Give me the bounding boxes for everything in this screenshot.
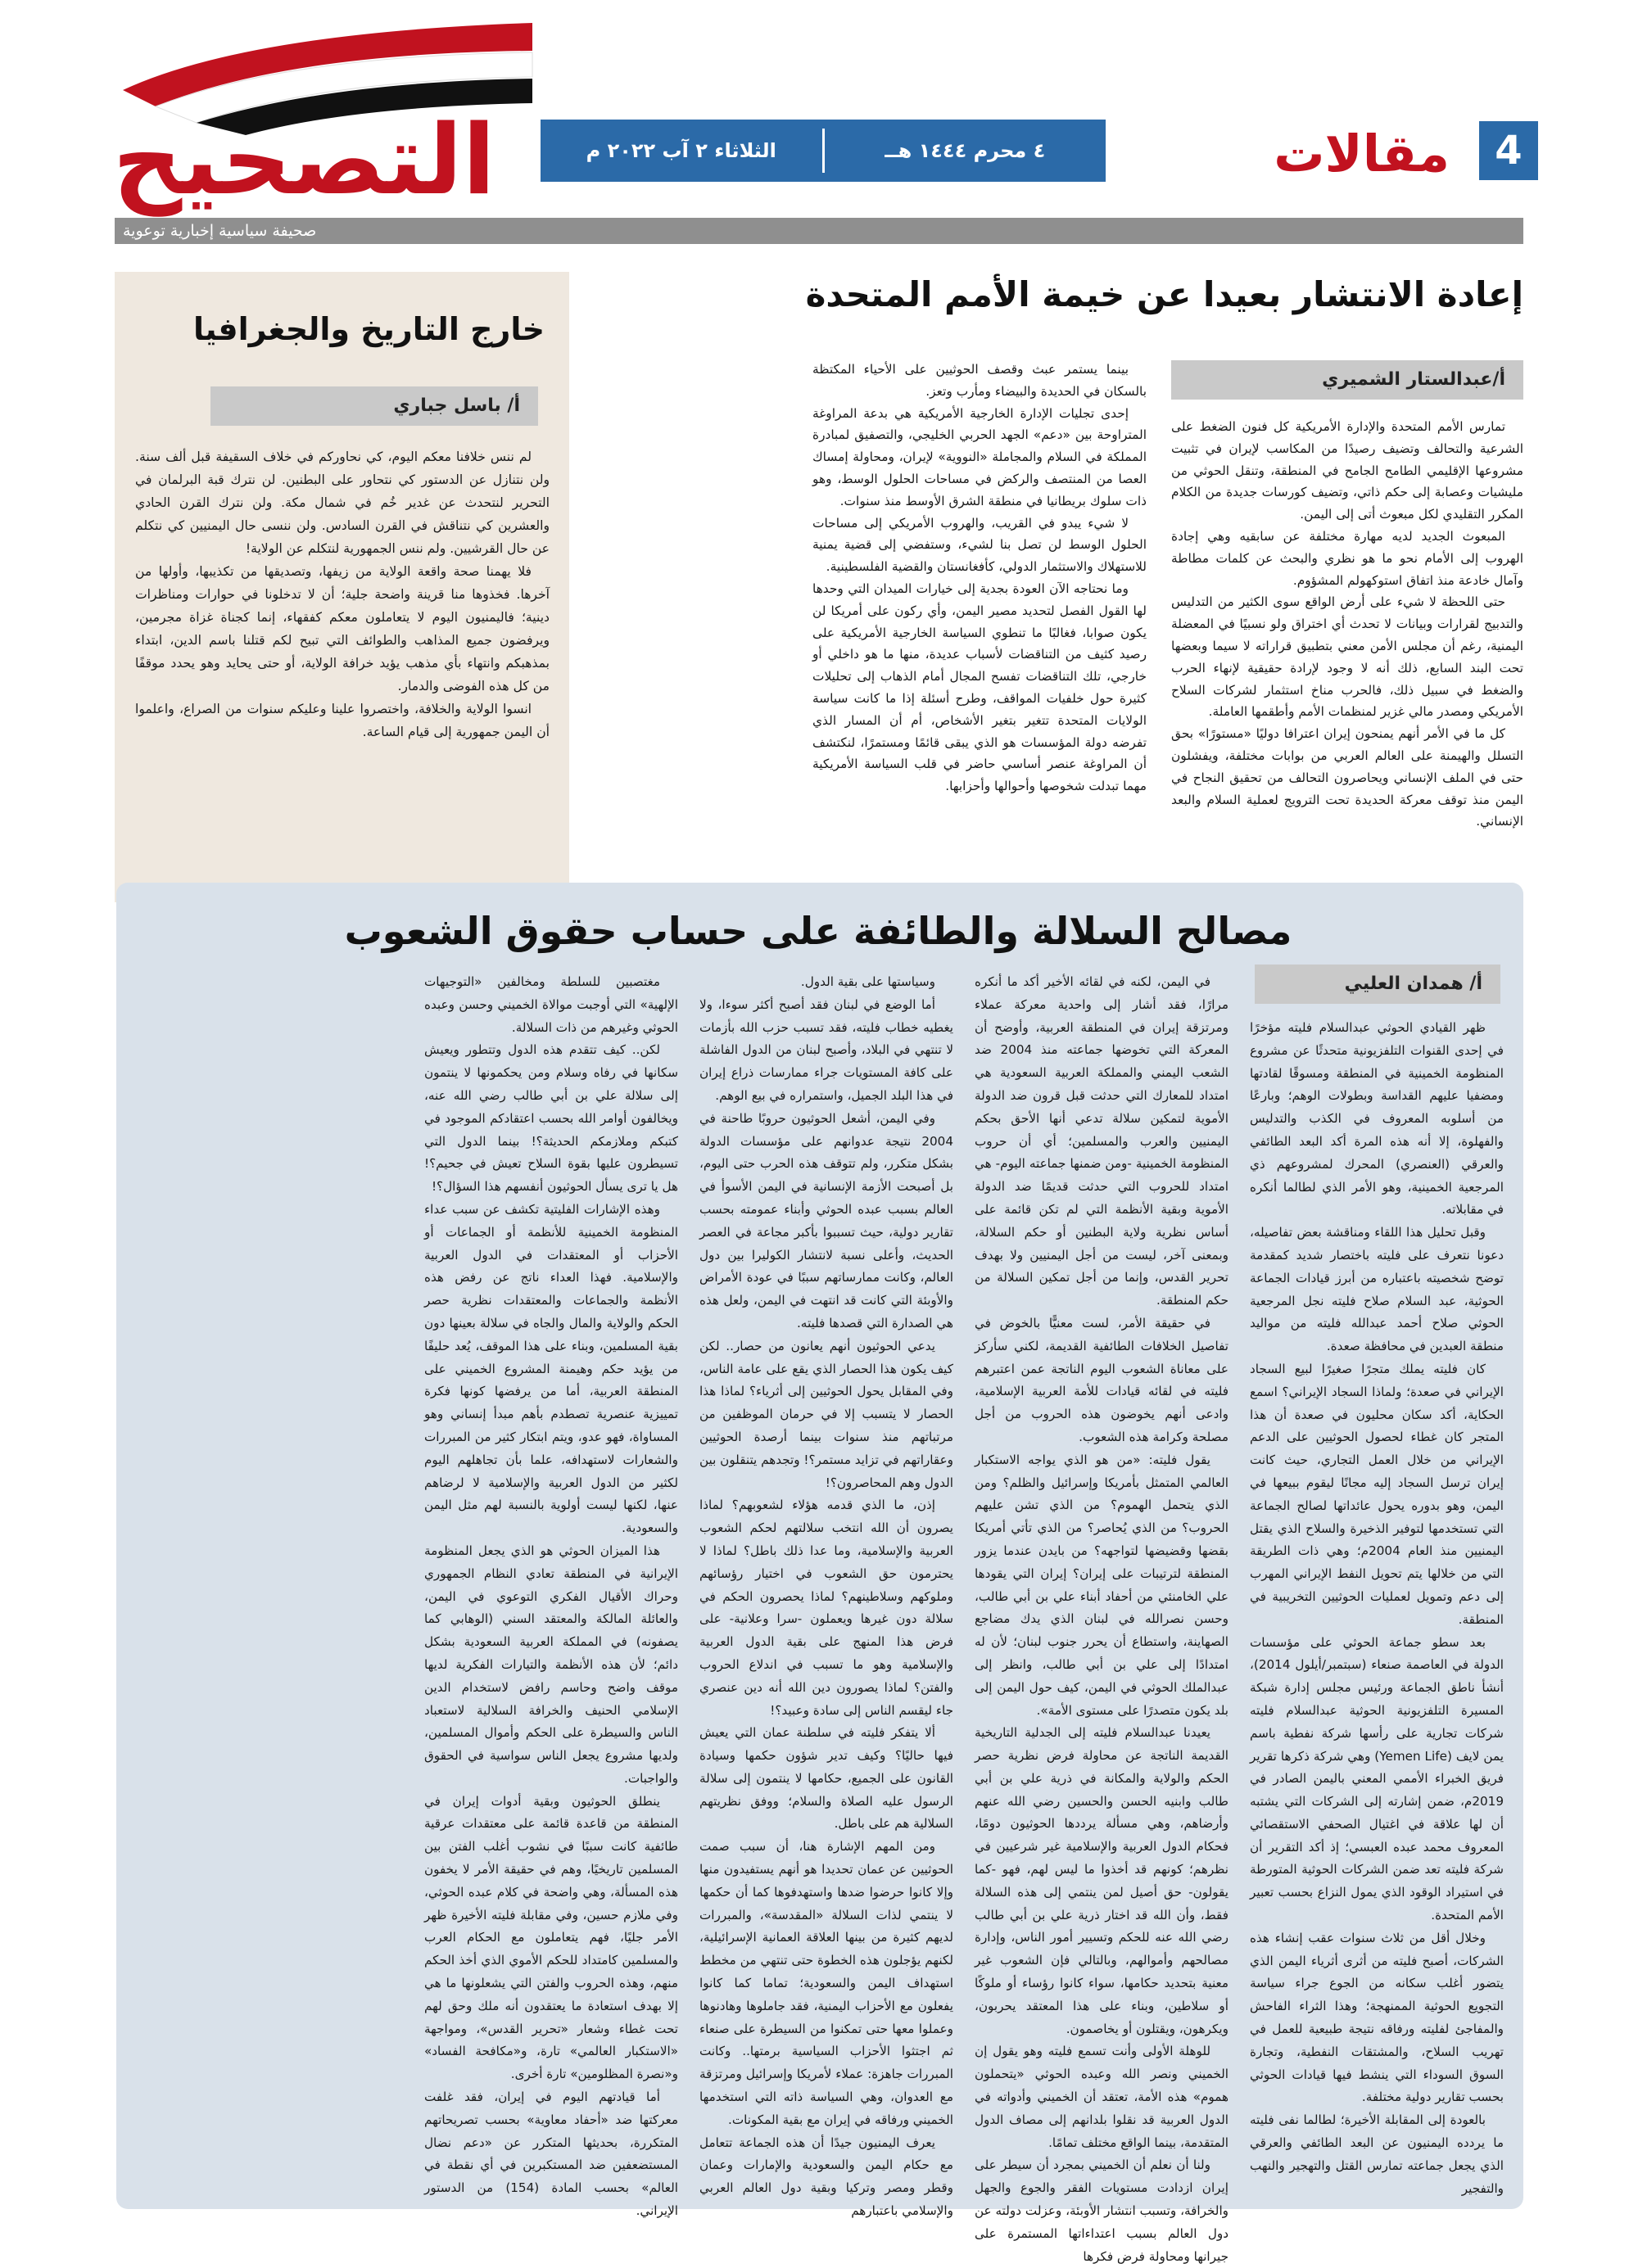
paragraph: إحدى تجليات الإدارة الخارجية الأمريكية هي بدعة المراوغة المتراوحة بين «دعم» الجهد الحربي الخليجي، والتصفيق لمبادرة المملكة في السلام والمجاملة «النووية» لإيران، ومحاولة إمساك العصا من المنتصف والركض في مساحات الحلول الوسط، وهو ذات سلوك بريطانيا في منطقة الشرق الأوسط منذ سنوات. (812, 405, 1147, 508)
paragraph: المبعوث الجديد لديه مهارة مختلفة عن سابقيه وهي إجادة الهروب إلى الأمام نحو ما هو نظري والبحث عن كلمات مطاطة وآمال خادعة منذ اتفاق استوكهولم المشؤوم. (1171, 528, 1523, 588)
paragraph: وخلال أقل من ثلاث سنوات عقب إنشاء هذه الشركات، أصبح فليته من أثرى أثرياء اليمن الذي يتضور أغلب سكانه من الجوع جراء سياسة التجويع الحوثية الممنهجة؛ وهذا الثراء الفاحش والمفاجئ لفليته ورفاقه نتيجة طبيعية للعمل في تهريب السلاح، والمشتقات النفطية، وتجارة السوق السوداء التي ينشط فيها قيادات الحوثي بحسب تقارير دولية مختلفة. (1250, 1930, 1504, 2105)
paragraph: وسياستها على بقية الدول. (800, 974, 935, 989)
paragraph: هذا الميزان الحوثي هو الذي يجعل المنظومة الإيرانية في المنطقة تعادي النظام الجمهوري وحراك الأقيال الفكري التوعوي في اليمن، والعائلة المالكة والمعتقد السني (الوهابي كما يصفونه) في المملكة العربية السعودية بشكل دائم؛ لأن هذه الأنظمة والتيارات الفكرية لديها موقف واضح وحاسم رافض لاستخدام الدين الإسلامي الحنيف والخرافة السلالية لاستعباد الناس والسيطرة على الحكم وأموال المسلمين، ولديها مشروع يجعل الناس سواسية في الحقوق والواجبات. (424, 1543, 678, 1786)
sidebar-article-box (115, 272, 569, 902)
tagline: صحيفة سياسية إخبارية توعوية (123, 222, 317, 240)
article1-column-right (1171, 416, 1523, 907)
article1-headline: إعادة الانتشار بعيدا عن خيمة الأمم المتحدة (805, 274, 1523, 314)
article1-column-left (812, 359, 1147, 907)
paragraph: تمارس الأمم المتحدة والإدارة الأمريكية كل فنون الضغط على الشرعية والتحالف وتضيف رصيدًا من المكاسب لإيران في تثبيت مشروعها الإقليمي الطامح الجامح في المنطقة، وتنقل الحوثي من مليشيات وعصابة إلى حكم ذاتي، وتضيف كورسات جديدة من الكلام المكرر التقليدي لكل مبعوث أتى إلى اليمن. (1171, 419, 1523, 522)
article2-column-1 (1250, 1017, 1504, 2196)
paragraph: انسوا الولاية والخلافة، واختصروا علينا وعليكم سنوات من الصراع، واعلموا أن اليمن جمهورية إلى قيام الساعة. (135, 702, 550, 739)
page-number: 4 (1479, 121, 1538, 180)
paragraph: لكن.. كيف تتقدم هذه الدول وتتطور ويعيش سكانها في رفاه وسلام ومن يحكمونها لا ينتمون إلى سلالة علي بن أبي طالب رضي الله عنه، ويخالفون أوامر الله بحسب اعتقادكم الموجود في كتبكم وملازمكم الحديثة؟! بينما الدول التي تسيطرون عليها بقوة السلاح تعيش في جحيم؟! هل يا ترى يسأل الحوثيون أنفسهم هذا السؤال؟! (424, 1042, 678, 1195)
paragraph: يعيدنا عبدالسلام فليته إلى الجدلية التاريخية القديمة الناتجة عن محاولة فرض نظرية حصر الحكم والولاية والمكانة في ذرية علي بن أبي طالب وابنيه الحسن والحسين رضي الله عنهم وأرضاهم، وهي مسألة يرددها الحوثيون دومًا، فحكام الدول العربية والإسلامية غير شرعيين في نظرهم؛ كونهم قد أخذوا ما ليس لهم، فهو -كما يقولون- حق أصيل لمن ينتمي إلى هذه السلالة فقط، وأن الله قد اختار ذرية علي بن أبي طالب رضي الله عنه للحكم وتسيير أمور الناس، وإدارة مصالحهم وأموالهم، وبالتالي فإن الشعوب غير معنية بتحديد حكامها، سواء كانوا رؤساء أو ملوكًا أو سلاطين، وبناء على هذا المعتقد يحربون، ويكرهون، ويقتلون أو يخاصمون. (975, 1725, 1228, 2036)
date-band (541, 120, 1106, 182)
paragraph: حتى اللحظة لا شيء على أرض الواقع سوى الكثير من التدليس والتدبيج لقرارات وبيانات لا تحدث أي اختراق ولو نسبيًا في المعضلة اليمنية، رغم أن مجلس الأمن معني بتطبيق قراراته لا سيما وبعضها تحت البند السابع، ذلك أنه لا وجود لإرادة حقيقية لإنهاء الحرب والضغط في سبيل ذلك، فالحرب مناخ استثمار لشركات السلاح الأمريكي ومصدر مالي غزير لمنظمات الأمم وأطقمها العاملة. (1171, 594, 1523, 720)
paragraph: إذن، ما الذي قدمه هؤلاء لشعوبهم؟ لماذا يصرون أن الله انتخب سلالتهم لحكم الشعوب العربية والإسلامية، وما عدا ذلك باطل؟ لماذا لا يحترمون حق الشعوب في اختيار رؤسائهم وملوكهم وسلاطينهم؟ لماذا يحصرون الحكم في سلالة دون غيرها ويعملون -سرا وعلانية- على فرض هذا المنهج على بقية الدول العربية والإسلامية وهو ما تسبب في اندلاع الحروب والفتن؟ لماذا يصورون دين الله أنه دين عنصري جاء ليقسم الناس إلى سادة وعبيد؟! (699, 1498, 953, 1718)
paragraph: ألا يتفكر فليته في سلطنة عمان التي يعيش فيها حاليًا؟ وكيف تدير شؤون حكمها وسيادة القانون على الجميع، حكامها لا ينتمون إلى سلالة الرسول عليه الصلاة والسلام؛ ووفق نظريتهم السلالية هم على باطل. (699, 1725, 953, 1832)
article2-byline: أ/ همدان العليي (1255, 965, 1500, 1004)
newspaper-logo (106, 16, 541, 221)
paragraph: بالعودة إلى المقابلة الأخيرة؛ لطالما نفى فليته ما يردده اليمنيون عن البعد الطائفي والعرقي الذي يجعل جماعته تمارس القتل والتهجير والنهب والتفجير (1250, 2112, 1504, 2196)
paragraph: في حقيقة الأمر، لست معنيًّا بالخوض في تفاصيل الخلافات الطائفية القديمة، لكني سأركز على معاناة الشعوب اليوم الناتجة عمن اعتبرهم فليته في لقائه قيادات للأمة العربية الإسلامية، وادعى أنهم يخوضون هذه الحروب من أجل مصلحة وكرامة هذه الشعوب. (975, 1315, 1228, 1444)
date-gregorian: الثلاثاء ٢ آب ٢٠٢٢ م (586, 139, 776, 162)
paragraph: ظهر القيادي الحوثي عبدالسلام فليته مؤخرًا في إحدى القنوات التلفزيونية متحدثًا عن مشروع المنظومة الخمينية في المنطقة ومسوقًا لقادتها ومضفيا عليهم القداسة وبطولات الوهم؛ وبارعًا من أسلوبه المعروف في الكذب والتدليس والفهلوة، إلا أنه هذه المرة أكد البعد الطائفي والعرقي (العنصري) المحرك لمشروعهم ذي المرجعية الخمينية، وهو الأمر الذي لطالما أنكره في مقابلاته. (1250, 1020, 1504, 1218)
paragraph: كل ما في الأمر أنهم يمنحون إيران اعترافا دوليًا «مستورًا» بحق التسلل والهيمنة على العالم العربي من بوابات مختلفة، ويفشلون حتى في الملف الإنساني ويحاصرون التحالف من تحقيق النجاح في اليمن منذ توقف معركة الحديدة تحت الترويج لعملية السلام والبعد الإنساني. (1171, 726, 1523, 829)
logo-wordmark: التصحيح (112, 103, 495, 216)
paragraph: بعد سطو جماعة الحوثي على مؤسسات الدولة في العاصمة صنعاء (سبتمبر/أيلول 2014)، أنشأ ناطق الجماعة ورئيس مجلس إدارة شبكة المسيرة التلفزيونية الحوثية عبدالسلام فليته شركات تجارية على رأسها شركة نفطية باسم يمن لايف (Yemen Life) وهي شركة ذكرها تقرير فريق الخبراء الأممي المعني باليمن الصادر في 2019م، ضمن إشارته إلى الشركات التي يشتبه أن لها علاقة في اغتيال الصحفي الاستقصائي المعروف محمد عبده العبسي؛ إذ أكد التقرير أن شركة فليته تعد ضمن الشركات الحوثية المتورطة في استيراد الوقود الذي يمول النزاع بحسب تعبير الأمم المتحدة. (1250, 1634, 1504, 1923)
paragraph: أما الوضع في لبنان فقد أصبح أكثر سوءا، ولا يغطيه خطاب فليته، فقد تسبب حزب الله بأزمات لا تنتهي في البلاد، وأصبح لبنان من الدول الفاشلة على كافة المستويات جراء ممارسات ذراع إيران في هذا البلد الجميل، واستمراره في بيع الوهم. (699, 996, 953, 1103)
article2-headline: مصالح السلالة والطائفة على حساب حقوق الشعوب (344, 909, 1292, 953)
paragraph: يدعي الحوثيون أنهم يعانون من حصار.. لكن كيف يكون هذا الحصار الذي يقع على عامة الناس، وفي المقابل يحول الحوثيين إلى أثرياء؟ لماذا هذا الحصار لا يتسبب إلا في حرمان الموظفين من مرتباتهم منذ سنوات بينما أرصدة الحوثيين وعقاراتهم في تزايد مستمر؟! وتجدهم يتنقلون بين الدول وهم المحاصرون؟! (699, 1338, 953, 1490)
paragraph: بينما يستمر عبث وقصف الحوثيين على الأحياء المكتظة بالسكان في الحديدة والبيضاء ومأرب وتعز. (812, 362, 1147, 399)
paragraph: لا شيء يبدو في القريب، والهروب الأمريكي إلى مساحات الحلول الوسط لن تصل بنا لشيء، وستفضي إلى قضية يمنية للاستهلاك والاستثمار الدولي، كأفغانستان والقضية الفلسطينية. (812, 515, 1147, 575)
masthead (0, 0, 1638, 246)
article2-column-2 (975, 971, 1229, 2264)
article1-byline: أ/عبدالستار الشميري (1171, 360, 1523, 400)
paragraph: وفي اليمن، أشعل الحوثيون حروبًا طاحنة في 2004 نتيجة عدوانهم على مؤسسات الدولة بشكل متكرر، ولم تتوقف هذه الحرب حتى اليوم، بل أصبحت الأزمة الإنسانية في اليمن الأسوأ في العالم بسبب عبده الحوثي وأبناء عمومته بحسب تقارير دولية، حيث تسببوا بأكبر مجاعة في العصر الحديث، وأعلى نسبة لانتشار الكوليرا بين دول العالم، وكانت ممارساتهم سببًا في عودة الأمراض والأوبئة التي كانت قد انتهت في اليمن، ولعل هذه هي الصدارة التي قصدها فليته. (699, 1110, 953, 1331)
date-separator (822, 129, 825, 173)
sidebar-article-body (135, 445, 550, 888)
paragraph: فلا يهمنا صحة واقعة الولاية من زيفها، وتصديقها من تكذيبها، وأولها من آخرها. فخذوها منا قرينة واضحة جلية؛ أن لا تدخلونا في حوارات ومناظرات دينية؛ فاليمنيون اليوم لا يتعاملون معكم كفقهاء، إنما كجناة غزاة مجرمين، ويرفضون جميع المذاهب والطوائف التي تبيح لكم قتلنا باسم الدين، ابتداء بمذهبكم وانتهاء بأي مذهب يؤيد خرافة الولاية، أو حتى يحايد وهو يحدد موقفًا من كل هذه الفوضى والدمار. (135, 564, 550, 694)
paragraph: ولنا أن نعلم أن الخميني بمجرد أن سيطر على إيران ازدادت مستويات الفقر والجوع والجهل والخرافة، وتسبب انتشار الأوبئة، وعزلت دولته عن دول العالم بسبب اعتداءاتها المستمرة على جيرانها ومحاولة فرض فكرها (975, 2157, 1228, 2264)
paragraph: وقبل تحليل هذا اللقاء ومناقشة بعض تفاصيله، دعونا نتعرف على فليته باختصار شديد كمقدمة توضح شخصيته باعتباره من أبرز قيادات الجماعة الحوثية، عبد السلام صلاح فليته نجل المرجعية الحوثي صلاح أحمد عبدالله فليته من مواليد منطقة العبدين في محافظة صعدة. (1250, 1225, 1504, 1354)
paragraph: يعرف اليمنيون جيدًا أن هذه الجماعة تتعامل مع حكام اليمن والسعودية والإمارات وعمان وقطر ومصر وتركيا وبقية دول العالم العربي والإسلامي باعتبارهم (699, 2135, 953, 2219)
paragraph: في اليمن، لكنه في لقائه الأخير أكد ما أنكره مرارًا، فقد أشار إلى واحدية معركة عملاء ومرتزقة إيران في المنطقة العربية، وأوضح أن المعركة التي تخوضها جماعته منذ 2004 ضد الشعب اليمني والمملكة العربية السعودية هي امتداد للمعارك التي حدثت قبل قرون ضد الدولة الأموية لتمكين سلالة تدعي أنها الأحق بحكم اليمنيين والعرب والمسلمين؛ أي أن حروب المنظومة الخمينية -ومن ضمنها جماعته اليوم- هي امتداد للحروب التي حدثت قديمًا ضد الدولة الأموية وبقية الأنظمة التي لم تكن قائمة على أساس نظرية ولاية البطنين أو حكم السلالة، وبمعنى آخر، ليست من أجل اليمنيين ولا بهدف تحرير القدس، وإنما من أجل تمكين السلالة من حكم المنطقة. (975, 974, 1229, 1308)
paragraph: لم ننس خلافنا معكم اليوم، كي نحاوركم في خلاف السقيفة قبل ألف سنة. ولن نتنازل عن الدستور كي نتحاور على البطنين. لن نترك قبة البرلمان في التحرير لنتحدث عن غدير خُم في شمال مكة. ولن نترك القرن الحادي والعشرين كي نتناقش في القرن السادس. ولن ننسى حال اليمنيين كي نتكلم عن حال القرشيين. ولم ننس الجمهورية لنتكلم عن الولاية! (135, 450, 550, 556)
paragraph: ينطلق الحوثيون وبقية أدوات إيران في المنطقة من قاعدة قائمة على معتقدات عرقية طائفية كانت سببًا في نشوب أغلب الفتن بين المسلمين تاريخيًا، وهم في حقيقة الأمر لا يخفون هذه المسألة، وهي واضحة في كلام عبده الحوثي، وفي ملازم حسين، وفي مقابلة فليته الأخيرة ظهر الأمر جليًا، فهم يتعاملون مع الحكام العرب والمسلمين كامتداد للحكم الأموي الذي أخذ الحكم منهم، وهذه الحروب والفتن التي يشعلونها ما هي إلا بهدف استعادة ما يعتقدون أنه ملك وحق لهم تحت غطاء وشعار «تحرير القدس»، ومواجهة «الاستكبار العالمي» تارة، و«مكافحة الفساد» و«نصرة المظلومين» تارة أخرى. (424, 1793, 678, 2082)
article2-column-4 (424, 971, 678, 2219)
sidebar-article-headline: خارج التاريخ والجغرافيا (192, 311, 545, 347)
paragraph: يقول فليته: «من هو الذي يواجه الاستكبار العالمي المتمثل بأمريكا وإسرائيل والظلم؟ ومن الذي يتحمل الهموم؟ من الذي تشن عليهم الحروب؟ من الذي يُحاصر؟ من الذي تأتي أمريكا بقضها وقضيضها لتواجهه؟ من بايدن عندما يزور المنطقة لترتيبات على إيران؟ إيران التي يقودها علي الخامنئي من أحفاد أبناء علي بن أبي طالب، وحسن نصرالله في لبنان الذي يدك مضاجع الصهاينة، واستطاع أن يحرر جنوب لبنان؛ لأن له امتدادًا إلى علي بن أبي طالب، وانظر إلى عبدالملك الحوثي في اليمن، كيف حول اليمن إلى بلد يكون متصدرًا على مستوى الأمة». (975, 1452, 1228, 1718)
sidebar-article-byline: أ/ باسل جباري (210, 386, 538, 426)
paragraph: ومن المهم الإشارة هنا، أن سبب صمت الحوثيين عن عمان تحديدا هو أنهم يستفيدون منها وإلا كانوا حرضوا ضدها واستهدفوها كما أن حكمها لا ينتمي لذات السلالة «المقدسة»، والمبررات لديهم كثيرة من بينها العلاقة العمانية الإسرائيلية، لكنهم يؤجلون هذه الخطوة حتى تنتهي من مخطط استهداف اليمن والسعودية؛ تماما كما كانوا يفعلون مع الأحزاب اليمنية، فقد جاملوها وهادنوها وعملوا معها حتى تمكنوا من السيطرة على صنعاء ثم اجتثوا الأحزاب السياسية برمتها.. وكانت المبررات جاهزة: عملاء لأمريكا وإسرائيل ومرتزقة مع العدوان، وهي السياسة ذاته التي استخدمها الخميني ورفاقه في إيران مع بقية المكونات. (699, 1839, 953, 2127)
article2-column-3 (699, 971, 953, 2219)
paragraph: أما قيادتهم اليوم في إيران، فقد غلفت معركتها ضد «أحفاد معاوية» بحسب تصريحاتهم المتكررة، بحديثها المتكرر عن «دعم نضال المستضعفين ضد المستكبرين في أي نقطة في العالم» بحسب المادة (154) من الدستور الإيراني. (424, 2090, 678, 2219)
paragraph: للوهلة الأولى وأنت تسمع فليته وهو يقول إن الخميني ونصر الله وعبده الحوثي «يتحملون هموم» هذه الأمة، تعتقد أن الخميني وأدواته في الدول العربية قد نقلوا بلدانهم إلى مصاف الدول المتقدمة، بينما الواقع مختلف تمامًا. (975, 2044, 1228, 2150)
date-hijri: ٤ محرم ١٤٤٤ هــ (885, 139, 1046, 162)
paragraph: مغتصبين للسلطة ومخالفين «التوجيهات الإلهية» التي أوجبت موالاة الخميني وحسن وعبده الحوثي وغيرهم من ذات السلالة. (424, 974, 678, 1035)
paragraph: وهذه الإشارات الفليتية تكشف عن سبب عداء المنظومة الخمينية للأنظمة أو الجماعات أو الأحزاب أو المعتقدات في الدول العربية والإسلامية. فهذا العداء ناتج عن رفض هذه الأنظمة والجماعات والمعتقدات نظرية حصر الحكم والولاية والمال والجاه في سلالة بعينها دون بقية المسلمين، وبناء على هذا الموقف، يُعد حليفًا من يؤيد حكم وهيمنة المشروع الخميني على المنطقة العربية، أما من يرفضها كونها فكرة تمييزية عنصرية تصطدم بأهم مبدأ إنساني وهو المساواة، فهو عدو، ويتم ابتكار كثير من المبررات والشعارات لاستهدافه، علما بأن تجاهلهم اليوم لكثير من الدول العربية والإسلامية لا لرضاهم عنها، لكنها ليست أولوية بالنسبة لهم مثل اليمن والسعودية. (424, 1201, 678, 1536)
section-title: مقالات (1274, 124, 1450, 183)
paragraph: وما نحتاجه الآن العودة بجدية إلى خيارات الميدان التي وحدها لها القول الفصل لتحديد مصير اليمن، وأي ركون على أمريكا لن يكون صوابا، فغالبًا ما تنطوي السياسة الخارجية الأمريكية على رصيد كثيف من التناقضات لأسباب عديدة، منها ما هو داخلي أو خارجي، تلك التناقضات تفسح المجال أمام الذهاب إلى تحليلات كثيرة حول خلفيات المواقف، وطرح أسئلة إذا ما كانت سياسة الولايات المتحدة تتغير بتغير الأشخاص، أم أن المسار الذي تفرضه دولة المؤسسات هو الذي يبقى قائمًا ومستمرًا، لنكتشف أن المراوغة عنصر أساسي حاضر في قلب السياسة الأمريكية مهما تبدلت شخوصها وأحوالها وأحزابها. (812, 581, 1147, 794)
paragraph: كان فليته يملك متجرًا صغيرًا لبيع السجاد الإيراني في صعدة؛ ولماذا السجاد الإيراني؟ اسمع الحكاية، أكد سكان محليون في صعدة أن هذا المتجر كان غطاء لحصول الحوثيين على الدعم الإيراني من خلال العمل التجاري، حيث كانت إيران ترسل السجاد إليه مجانًا ليقوم ببيعها في اليمن، وهو بدوره يحول عائداتها لصالح الجماعة التي تستخدمها لتوفير الذخيرة والسلاح الذي يقتل اليمنيين منذ العام 2004م؛ وهي ذات الطريقة التي من خلالها يتم تحويل النفط الإيراني المهرب إلى دعم وتمويل لعمليات الحوثيين التخريبية في المنطقة. (1250, 1361, 1504, 1627)
